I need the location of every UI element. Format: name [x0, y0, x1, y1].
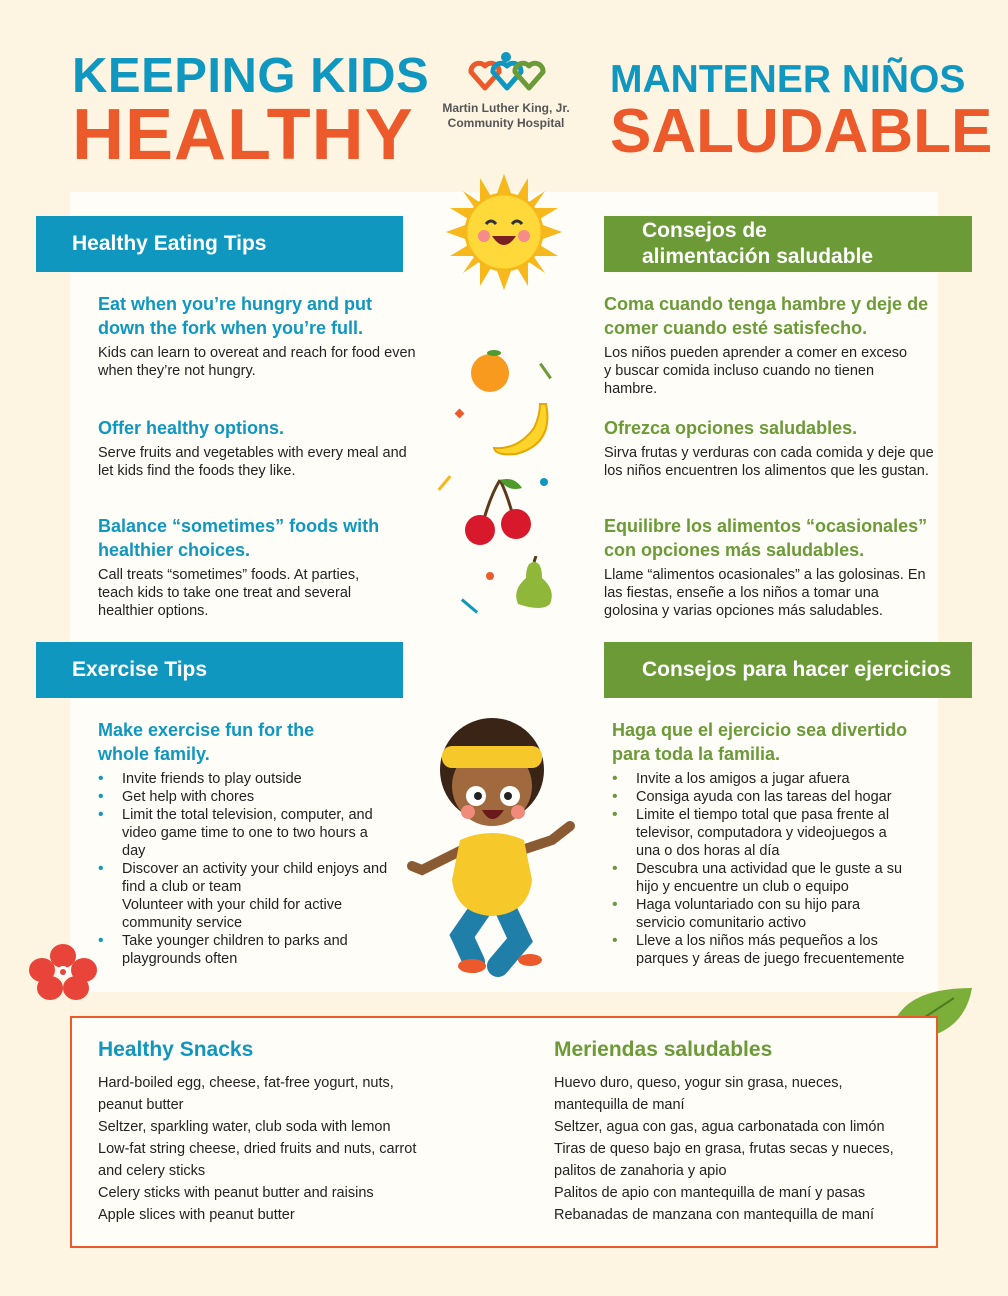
exercise-en-list: [98, 770, 398, 968]
list-item: • Limite el tiempo total que pasa frente al televisor, computadora y videojuegos a una o dos horas al día: [612, 806, 902, 860]
logo-line1: Martin Luther King, Jr.: [442, 101, 570, 115]
flower-icon: [28, 942, 98, 1002]
banana-icon: [490, 400, 554, 460]
snack-line: Seltzer, agua con gas, agua carbonatada con limón: [554, 1119, 885, 1135]
confetti-decoration: [540, 478, 548, 486]
exercise-bar-es-label: Consejos para hacer ejercicios: [642, 658, 952, 681]
eating-tip-es-3: [604, 514, 934, 620]
eating-tip-en-3-body: Call treats “sometimes” foods. At parties, teach kids to take one treat and several healthier options.: [98, 567, 360, 619]
eating-tip-en-2-heading: Offer healthy options.: [98, 418, 285, 438]
exercise-es-list: [612, 770, 937, 968]
list-item: • Invite friends to play outside: [98, 770, 398, 788]
snack-line: Rebanadas de manzana con mantequilla de maní: [554, 1207, 875, 1223]
eating-bar-en-label: Healthy Eating Tips: [72, 232, 267, 255]
eating-tip-en-1-heading: Eat when you’re hungry and put down the fork when you’re full.: [98, 294, 373, 338]
snacks-en-heading: Healthy Snacks: [98, 1038, 254, 1061]
snack-line: peanut butter: [98, 1097, 184, 1113]
hospital-logo: [436, 50, 576, 131]
exercise-bar-en: [36, 642, 403, 698]
eating-bar-en: [36, 216, 403, 272]
title-es-line2: SALUDABLE: [610, 97, 993, 166]
list-item: Volunteer with your child for active community service: [122, 897, 343, 931]
exercise-en-heading: Make exercise fun for the whole family.: [98, 720, 315, 764]
exercise-en: [98, 718, 398, 968]
list-item: • Limit the total television, computer, and video game time to one to two hours a day: [98, 806, 388, 860]
title-en-line1: KEEPING KIDS: [72, 49, 430, 103]
snack-line: Palitos de apio con mantequilla de maní y pasas: [554, 1185, 866, 1201]
eating-tip-es-1-heading: Coma cuando tenga hambre y deje de comer cuando esté satisfecho.: [604, 294, 929, 338]
eating-tip-es-2: [604, 416, 934, 480]
list-item: • Invite a los amigos a jugar afuera: [612, 770, 937, 788]
snack-line: and celery sticks: [98, 1163, 206, 1179]
eating-tip-en-1: [98, 292, 418, 380]
snack-line: Huevo duro, queso, yogur sin grasa, nueces,: [554, 1075, 843, 1091]
kid-illustration: [402, 700, 582, 984]
confetti-decoration: [486, 572, 494, 580]
list-item: • Discover an activity your child enjoys and find a club or team: [98, 860, 398, 896]
cherries-icon: [465, 479, 531, 545]
eating-tip-en-2: [98, 416, 418, 480]
list-item: • Get help with chores: [98, 788, 398, 806]
eating-tip-en-2-body: Serve fruits and vegetables with every meal and let kids find the foods they like.: [98, 445, 407, 479]
eating-bar-es-line2: alimentación saludable: [642, 245, 874, 268]
logo-line2: Community Hospital: [447, 116, 565, 130]
title-es-line1: MANTENER NIÑOS: [610, 58, 966, 101]
eating-tip-en-1-body: Kids can learn to overeat and reach for food even when they’re not hungry.: [98, 345, 416, 379]
eating-tip-es-1: [604, 292, 934, 398]
sun-icon: [446, 174, 562, 290]
title-en-line2: HEALTHY: [72, 95, 414, 175]
exercise-es-heading: Haga que el ejercicio sea divertido para toda la familia.: [612, 720, 908, 764]
snacks-es-heading: Meriendas saludables: [554, 1038, 773, 1061]
snacks-es: [554, 1038, 924, 1226]
list-item: • Take younger children to parks and playgrounds often: [98, 932, 388, 968]
snack-line: Tiras de queso bajo en grasa, frutas secas y nueces,: [554, 1141, 894, 1157]
list-item: • Descubra una actividad que le guste a su hijo y encuentre un club o equipo: [612, 860, 912, 896]
snack-line: Apple slices with peanut butter: [98, 1207, 295, 1223]
eating-tip-es-2-body: Sirva frutas y verduras con cada comida y deje que los niños encuentren los alimentos que les gustan.: [604, 445, 934, 479]
exercise-bar-es: [604, 642, 972, 698]
heart-logo-icon: [461, 50, 551, 96]
snack-line: palitos de zanahoria y apio: [554, 1163, 727, 1179]
snacks-en: [98, 1038, 478, 1226]
eating-tip-es-1-body: Los niños pueden aprender a comer en exceso y buscar comida incluso cuando no tienen hambre.: [604, 345, 908, 397]
eating-bar-es-line1: Consejos de: [642, 219, 767, 242]
exercise-es: [612, 718, 937, 968]
snack-line: mantequilla de maní: [554, 1097, 685, 1113]
pear-icon: [510, 556, 558, 612]
list-item: • Lleve a los niños más pequeños a los parques y áreas de juego frecuentemente: [612, 932, 917, 968]
eating-tip-es-3-heading: Equilibre los alimentos “ocasionales” con opciones más saludables.: [604, 516, 928, 560]
list-item: • Consiga ayuda con las tareas del hogar: [612, 788, 937, 806]
eating-bar-es: [604, 216, 972, 272]
exercise-bar-en-label: Exercise Tips: [72, 658, 208, 681]
snack-line: Low-fat string cheese, dried fruits and nuts, carrot: [98, 1141, 417, 1157]
snack-line: Celery sticks with peanut butter and raisins: [98, 1185, 374, 1201]
eating-tip-es-2-heading: Ofrezca opciones saludables.: [604, 418, 858, 438]
list-item: • Haga voluntariado con su hijo para servicio comunitario activo: [612, 896, 902, 932]
eating-tip-en-3-heading: Balance “sometimes” foods with healthier choices.: [98, 516, 380, 560]
eating-tip-es-3-body: Llame “alimentos ocasionales” a las golosinas. En las fiestas, enseñe a los niños a tomar una golosina y varias opciones más saludables.: [604, 567, 926, 619]
eating-tip-en-3: [98, 514, 398, 620]
orange-icon: [466, 346, 514, 394]
snack-line: Seltzer, sparkling water, club soda with lemon: [98, 1119, 391, 1135]
snack-line: Hard-boiled egg, cheese, fat-free yogurt, nuts,: [98, 1075, 394, 1091]
